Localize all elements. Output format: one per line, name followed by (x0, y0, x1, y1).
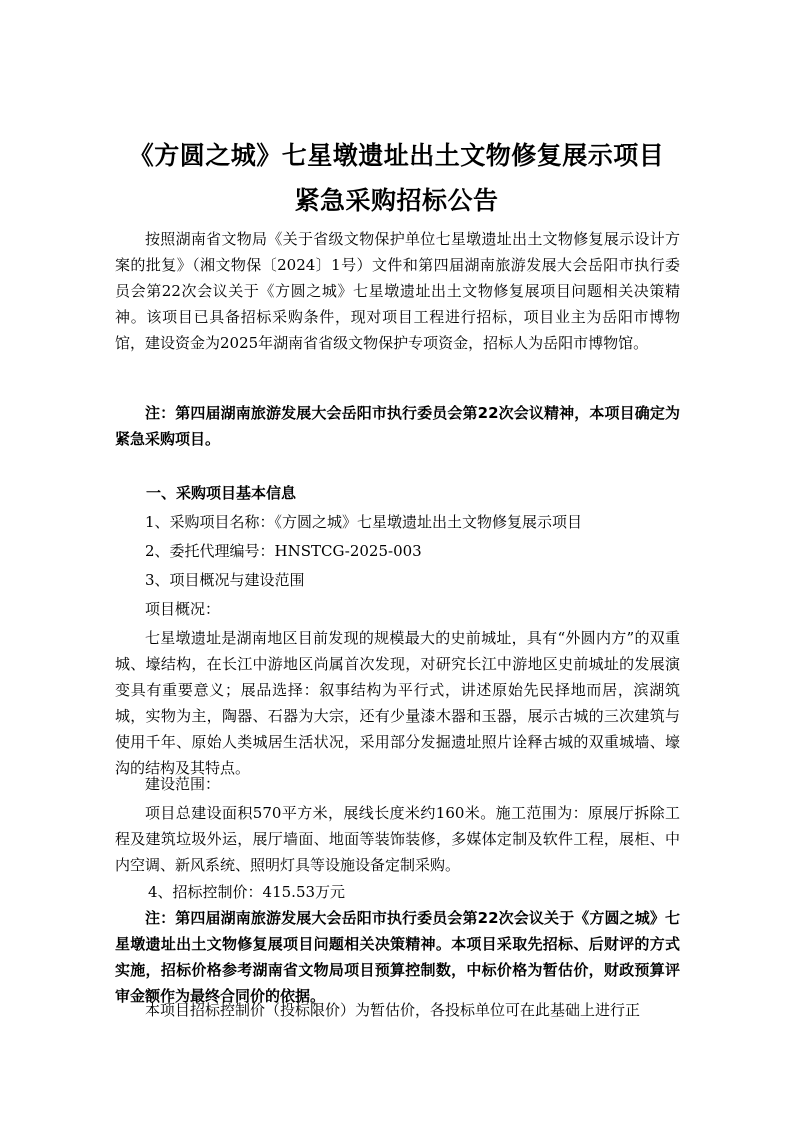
section-1-heading: 一、采购项目基本信息 (146, 484, 297, 502)
scope-label: 建设范围： (145, 775, 221, 793)
document-title-line-1: 《方圆之城》七星墩遗址出土文物修复展示项目 (128, 141, 665, 170)
bid-control-price-item: 4、招标控制价：415.53万元 (148, 883, 346, 901)
document-title-line-2: 紧急采购招标公告 (294, 186, 499, 215)
project-name-item: 1、采购项目名称：《方圆之城》七星墩遗址出土文物修复展示项目 (145, 513, 583, 531)
financial-review-note: 注：第四届湖南旅游发展大会岳阳市执行委员会第22次会议关于《方圆之城》七星墩遗址出土文物修复展项目问题相关决策精神。本项目采取先招标、后财评的方式实施，招标价格参考湖南省文物局项目预算控制数，中标价格为暂估价，财政预算评审金额作为最终合同价的依据。 (115, 909, 680, 1005)
overview-paragraph: 七星墩遗址是湖南地区目前发现的规模最大的史前城址，具有“外圆内方”的双重城、壕结构，在长江中游地区尚属首次发现，对研究长江中游地区史前城址的发展演变具有重要意义；展品选择：叙事结构为平行式，讲述原始先民择地而居，滨湖筑城，实物为主，陶器、石器为大宗，还有少量漆木器和玉器，展示古城的三次建筑与使用千年、原始人类城居生活状况，采用部分发掘遗址照片诠释古城的双重城墙、壕沟的结构及其特点。 (115, 629, 680, 777)
overview-scope-item: 3、项目概况与建设范围 (145, 571, 305, 589)
overview-label: 项目概况： (145, 600, 221, 618)
urgent-procurement-note: 注：第四届湖南旅游发展大会岳阳市执行委员会第22次会议精神，本项目确定为紧急采购项目。 (115, 404, 680, 448)
agency-code-item: 2、委托代理编号：HNSTCG-2025-003 (145, 542, 422, 560)
scope-paragraph: 项目总建设面积570平方米，展线长度米约160米。施工范围为：原展厅拆除工程及建筑垃圾外运，展厅墙面、地面等装饰装修，多媒体定制及软件工程，展柜、中内空调、新风系统、照明灯具等设施设备定制采购。 (115, 804, 680, 874)
closing-paragraph: 本项目招标控制价（投标限价）为暂估价，各投标单位可在此基础上进行正 (145, 1001, 641, 1019)
intro-paragraph: 按照湖南省文物局《关于省级文物保护单位七星墩遗址出土文物修复展示设计方案的批复》（湘文物保〔2024〕1号）文件和第四届湖南旅游发展大会岳阳市执行委员会第22次会议关于《方圆之城》七星墩遗址出土文物修复展项目问题相关决策精神。该项目已具备招标采购条件，现对项目工程进行招标，项目业主为岳阳市博物馆，建设资金为2025年湖南省省级文物保护专项资金，招标人为岳阳市博物馆。 (115, 230, 680, 352)
